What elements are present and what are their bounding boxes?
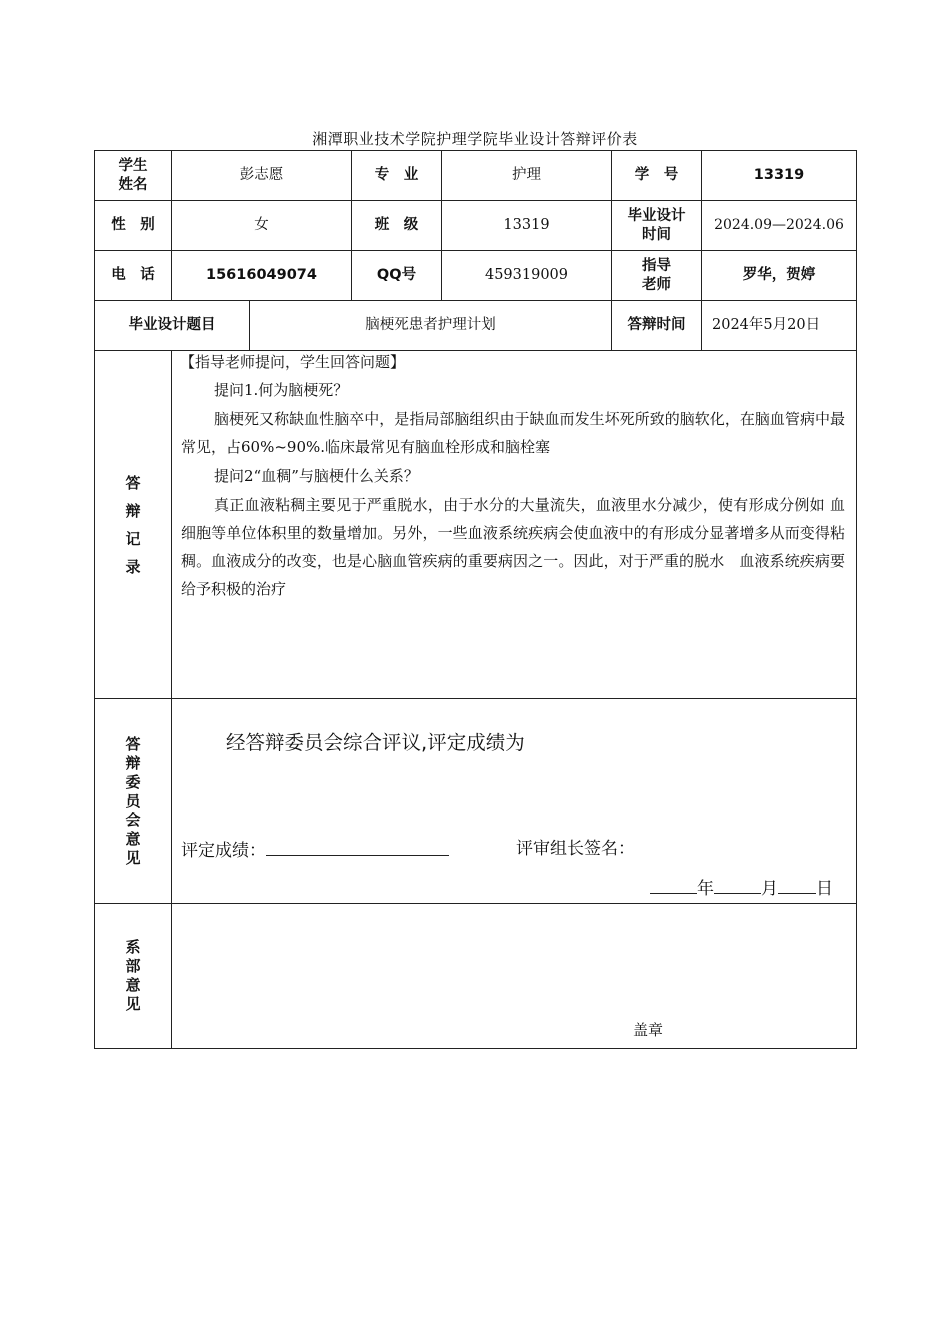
advisor-value: 罗华，贺婷 [742, 267, 816, 283]
seal-label: 盖章 [633, 1021, 664, 1039]
year-blank[interactable] [650, 874, 697, 894]
date-line [650, 874, 850, 903]
grade-label: 评定成绩： [181, 841, 266, 861]
department-label-char: 意 [125, 976, 141, 994]
record-label-char: 录 [125, 557, 141, 576]
phone-value: 15616049074 [206, 267, 317, 283]
grade-line [181, 835, 481, 865]
record-label-char: 答 [125, 473, 141, 492]
student-name-label: 学生姓名 [118, 157, 148, 193]
qq-label: QQ号 [376, 267, 417, 283]
question-2: 提问2“血稠”与脑梗什么关系？ [214, 467, 419, 485]
form-title: 湘潭职业技术学院护理学院毕业设计答辩评价表 [312, 130, 638, 148]
class-value: 13319 [503, 217, 550, 233]
committee-label [95, 699, 171, 903]
defense-time-label: 答辩时间 [627, 317, 686, 333]
committee-label-char: 会 [125, 810, 141, 829]
day-blank[interactable] [778, 874, 816, 894]
record-heading: 【指导老师提问，学生回答问题】 [180, 353, 406, 371]
leader-sign-label: 评审组长签名： [516, 839, 635, 859]
committee-label-char: 员 [125, 791, 141, 810]
answer-2: 真正血液粘稠主要见于严重脱水，由于水分的大量流失，血液里水分减少，使有形成分例如 血细胞等单位体积里的数量增加。另外，一些血液系统疾病会使血液中的有形成分显著增多从而变得粘稠。血液成分的改变，也是心脑血管疾病的重要病因之一。因此，对于严重的脱水 血液系统疾病要给予积极的治疗 [181, 496, 845, 598]
student-no-value: 13319 [753, 167, 805, 183]
record-label-char: 记 [125, 529, 141, 548]
department-label-char: 见 [125, 995, 141, 1013]
committee-label-char: 答 [125, 734, 141, 753]
month-blank[interactable] [714, 874, 761, 894]
committee-statement: 经答辩委员会综合评议,评定成绩为 [226, 731, 525, 754]
topic-label: 毕业设计题目 [128, 317, 216, 333]
phone-label: 电 话 [111, 267, 155, 283]
year-label: 年 [697, 879, 714, 899]
department-label-char: 部 [125, 957, 141, 975]
gender-label: 性 别 [111, 217, 155, 233]
class-label: 班 级 [374, 217, 419, 233]
committee-label-char: 委 [125, 772, 141, 791]
answer-1: 脑梗死又称缺血性脑卒中，是指局部脑组织由于缺血而发生坏死所致的脑软化，在脑血管病中最常见，占60%~90%.临床最常见有脑血栓形成和脑栓塞 [181, 410, 845, 456]
committee-label-char: 见 [125, 848, 141, 867]
defense-time-value: 2024年5月20日 [712, 317, 821, 333]
day-label: 日 [816, 879, 833, 899]
advisor-label: 指导老师 [642, 257, 671, 293]
student-no-label: 学 号 [634, 167, 679, 183]
student-name-value: 彭志愿 [239, 167, 284, 183]
question-1: 提问1.何为脑梗死？ [214, 381, 349, 399]
record-label [95, 351, 171, 698]
design-time-value: 2024.09—2024.06 [714, 217, 844, 233]
design-time-label: 毕业设计时间 [627, 207, 686, 243]
record-label-char: 辩 [125, 501, 141, 520]
department-label-char: 系 [125, 938, 141, 956]
month-label: 月 [761, 879, 778, 899]
grade-blank[interactable] [266, 835, 449, 856]
department-label [95, 904, 171, 1048]
gender-value: 女 [254, 217, 269, 233]
topic-value: 脑梗死患者护理计划 [365, 317, 496, 333]
major-value: 护理 [512, 167, 541, 183]
committee-label-char: 辩 [125, 753, 141, 772]
committee-label-char: 意 [125, 829, 141, 848]
major-label: 专 业 [374, 167, 419, 183]
qq-value: 459319009 [484, 267, 569, 283]
